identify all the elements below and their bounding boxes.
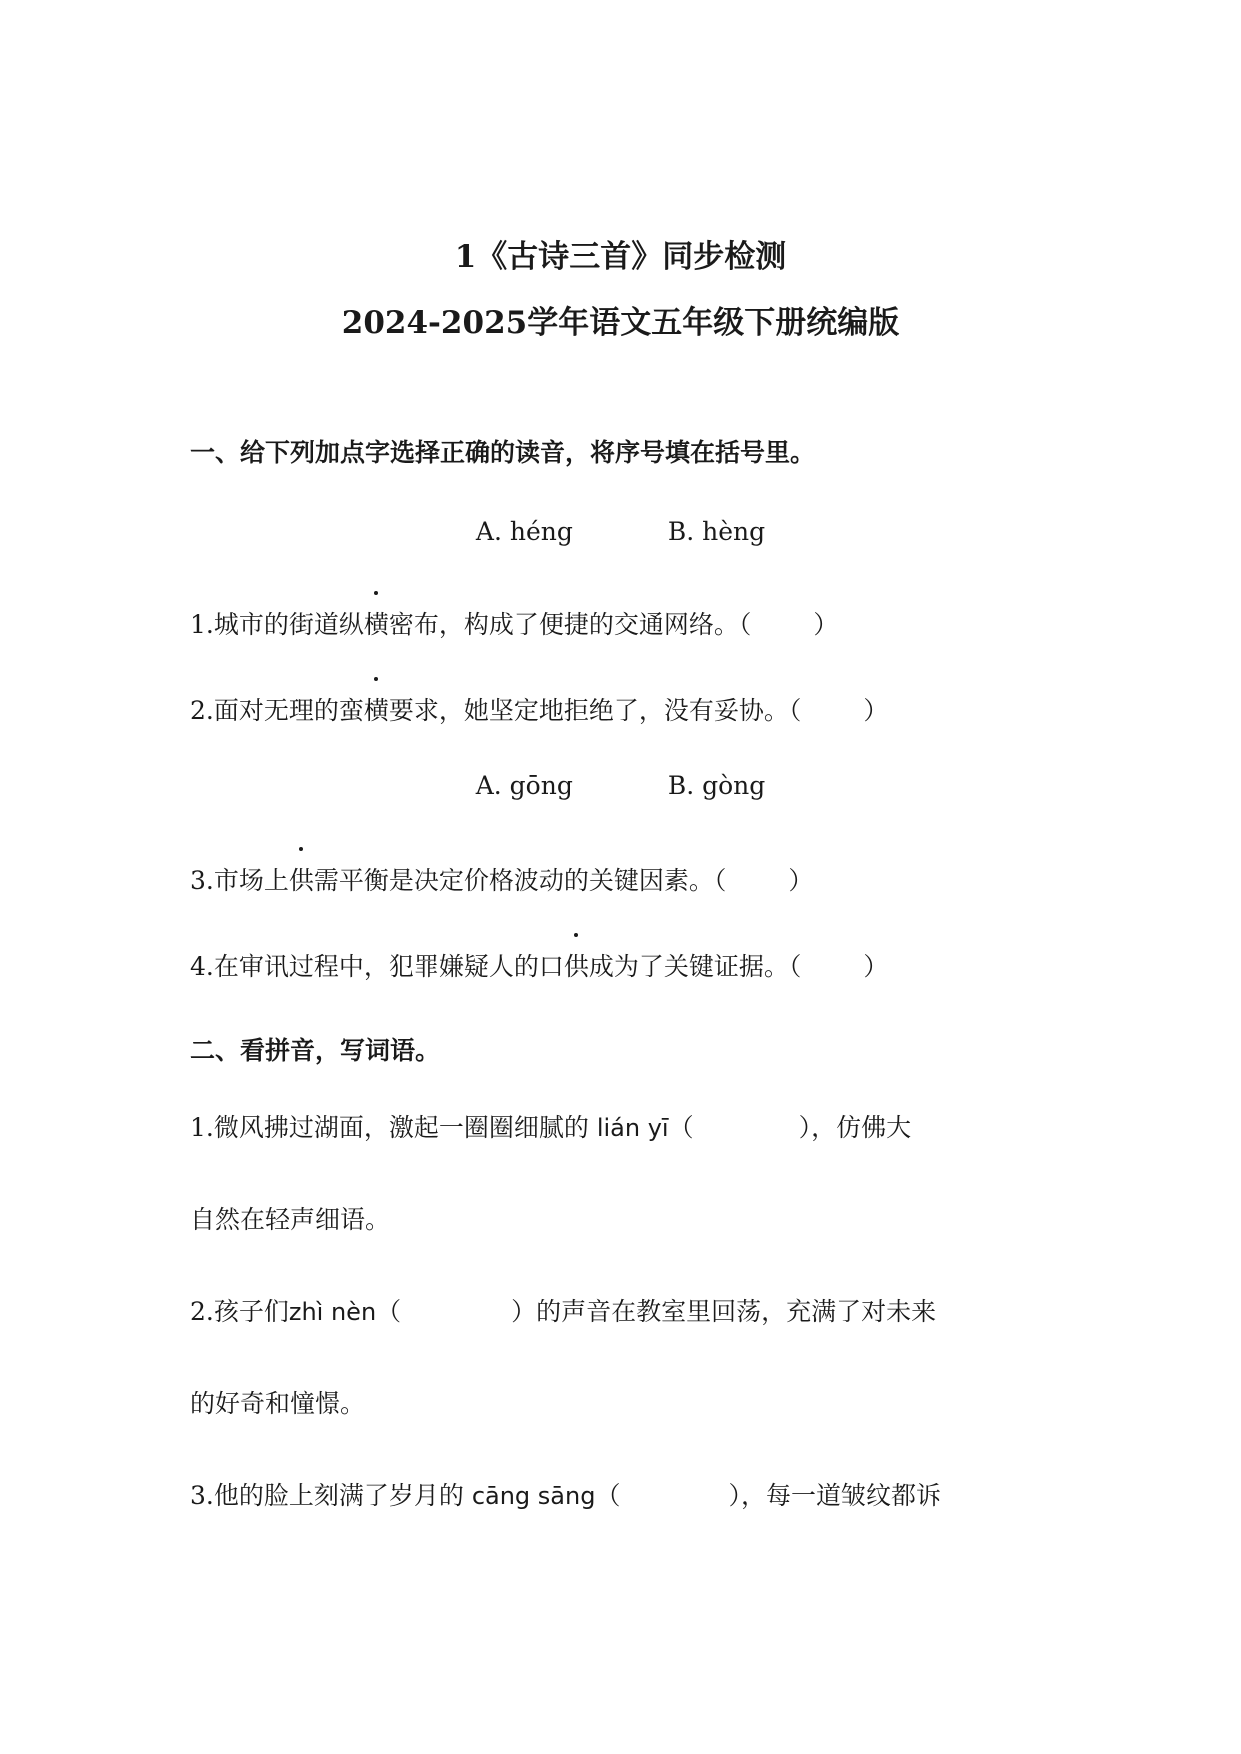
section1-heading: 一、给下列加点字选择正确的读音，将序号填在括号里。 [190,438,816,467]
option-b: B. hèng [667,517,766,546]
dotted-char: 供 [289,861,314,897]
pronunciation-options-2 [0,771,1241,800]
pinyin: lián yī [596,1114,669,1142]
question-2-1-cont: 自然在轻声细语。 [190,1205,391,1234]
question-1-3: 3.市场上供需平衡是决定价格波动的关键因素。（ ） [190,861,813,897]
question-2-2-cont: 的好奇和憧憬。 [190,1389,366,1418]
option-b: B. gòng [667,771,766,800]
question-2-1: 1.微风拂过湖面，激起一圈圈细腻的 lián yī（ ），仿佛大 [190,1113,912,1142]
question-1-1: 1.城市的街道纵横密布，构成了便捷的交通网络。（ ） [190,605,838,641]
option-a: A. héng [475,517,573,546]
question-1-2: 2.面对无理的蛮横要求，她坚定地拒绝了，没有妥协。（ ） [190,691,888,727]
question-1-4: 4.在审讯过程中，犯罪嫌疑人的口供成为了关键证据。（ ） [190,947,888,983]
pinyin: zhì nèn [288,1298,377,1326]
question-2-2: 2.孩子们zhì nèn（ ）的声音在教室里回荡，充满了对未来 [190,1297,937,1326]
page-title: 1《古诗三首》同步检测 [454,239,787,275]
option-a: A. gōng [475,771,573,800]
pinyin: cāng sāng [471,1482,596,1510]
section2-heading: 二、看拼音，写词语。 [190,1036,441,1065]
dotted-char: 横 [364,605,389,641]
page-subtitle: 2024-2025学年语文五年级下册统编版 [341,305,900,341]
pronunciation-options-1 [0,517,1241,546]
dotted-char: 供 [564,947,589,983]
dotted-char: 横 [364,691,389,727]
question-2-3: 3.他的脸上刻满了岁月的 cāng sāng（ ），每一道皱纹都诉 [190,1481,941,1510]
